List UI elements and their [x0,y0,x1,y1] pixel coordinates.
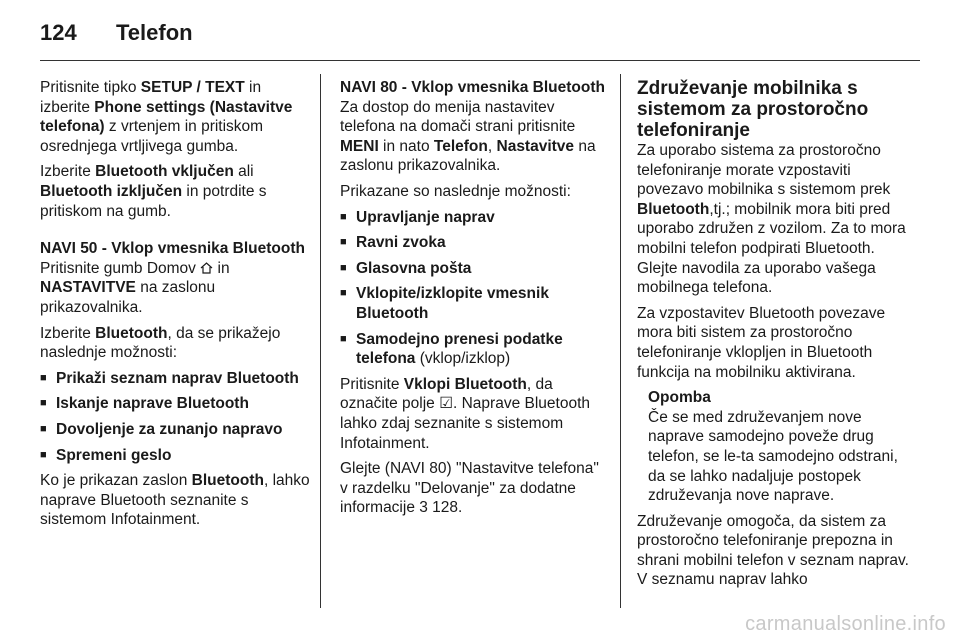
paragraph: Prikazane so naslednje možnosti: [340,182,571,200]
column-2 [340,78,606,524]
list-item: ■ Glasovna pošta [340,259,606,279]
paragraph: Izberite Bluetooth, da se prikažejo naslednje možnosti: [40,324,281,362]
page-number: 124 [40,20,77,45]
paragraph: Za dostop do menija nastavitev telefona na domači strani pritisnite MENI in nato Telefon, Nastavitve na zaslonu prikazovalnika. [340,98,596,175]
paragraph: Ko je prikazan zaslon Bluetooth, lahko naprave Bluetooth seznanite s sistemom Infotainment. [40,472,310,529]
list-item: ■ Upravljanje naprav [340,208,606,228]
home-icon [200,260,213,277]
header-rule [40,60,920,61]
paragraph: Pritisnite gumb Domov in NASTAVITVE na zaslonu prikazovalnika. [40,259,230,316]
list-item: ■ Samodejno prenesi podatke telefona (vklop/izklop) [340,330,606,369]
list-item: ■ Ravni zvoka [340,233,606,253]
paragraph: Pritisnite tipko SETUP / TEXT in izberite Phone settings (Nastavitve telefona) z vrtenjem in pritiskom osrednjega vrtljivega gumba. [40,79,293,155]
section-heading: NAVI 80 - Vklop vmesnika Bluetooth [340,79,605,96]
paragraph: Glejte (NAVI 80) "Nastavitve telefona" v razdelku "Delovanje" za dodatne informacije 3 128. [340,460,599,517]
paragraph: Za uporabo sistema za prostoročno telefoniranje morate vzpostaviti povezavo mobilnika s sistemom prek Bluetooth,tj.; mobilnik mora biti pred uporabo združen z vozilom. Za to mora mobilni telefon podpirati Bluetooth. Glejte navodila za uporabo vašega mobilnega telefona. [637,142,906,297]
list-item: ■ Spremeni geslo [40,446,312,466]
section-heading: Združevanje mobilnika s sistemom za prostoročno telefoniranje [637,78,869,141]
paragraph: Izberite Bluetooth vključen ali Bluetooth izključen in potrdite s pritiskom na gumb. [40,163,267,220]
column-divider-1 [320,74,321,608]
options-list [340,208,606,369]
column-divider-2 [620,74,621,608]
page-title: Telefon [116,20,193,45]
note-text: Če se med združevanjem nove naprave samodejno poveže drug telefon, se le-ta samodejno odstrani, da se lahko nadaljuje postopek združevanja nove naprave. [648,408,898,505]
watermark: carmanualsonline.info [745,613,946,635]
paragraph: Pritisnite Vklopi Bluetooth, da označite polje ☑. Naprave Bluetooth lahko zdaj seznanite s sistemom Infotainment. [340,375,591,452]
options-list [40,369,312,465]
list-item: ■ Iskanje naprave Bluetooth [40,394,312,414]
list-item: ■ Vklopite/izklopite vmesnik Bluetooth [340,284,606,323]
paragraph: Za vzpostavitev Bluetooth povezave mora biti sistem za prostoročno telefoniranje vklopljen in Bluetooth funkcija na mobilniku aktivirana. [637,304,886,381]
note-box [637,388,913,506]
paragraph: Združevanje omogoča, da sistem za prostoročno telefoniranje prepozna in shrani mobilni telefon v seznam naprav. V seznamu naprav lahko [637,512,909,589]
column-3 [637,78,913,596]
section-heading: NAVI 50 - Vklop vmesnika Bluetooth [40,240,305,258]
column-1 [40,78,312,536]
list-item: ■ Prikaži seznam naprav Bluetooth [40,369,312,389]
note-title: Opomba [648,389,711,407]
list-item: ■ Dovoljenje za zunanjo napravo [40,420,312,440]
page-reference-icon: 3 [419,499,428,517]
checkbox-icon: ☑ [439,395,453,413]
